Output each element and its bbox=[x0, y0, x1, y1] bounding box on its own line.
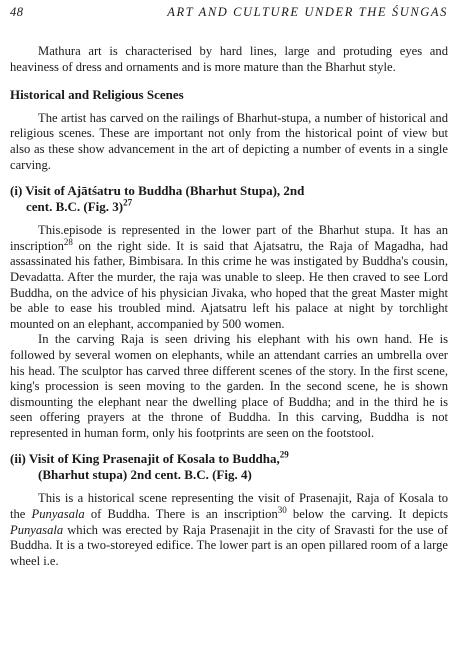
paragraph-carving: In the carving Raja is seen driving his elephant with his own hand. He is followed by several women on elephants, while an attendant carries an umbrella over his head. The sculptor has carved three different scenes of the story. In the first scene, king's procession is seen moving to the garden. In the second scene, he is shown dismounting the elephant near the dwelling place of Buddha; and in the third he is seen offering prayers at the throne of Buddha. In this carving, Buddha is not represented in human form, only his footprints are seen on the footstool. bbox=[10, 332, 448, 440]
subheading-prasenajit bbox=[10, 451, 448, 483]
paragraph-episode bbox=[10, 223, 448, 332]
subheading-ajatsatru-line2: cent. B.C. (Fig. 3) bbox=[26, 199, 124, 215]
punyasala-term-2: Punyasala bbox=[10, 522, 64, 537]
subheading-ajatsatru-line1: (i) Visit of Ajātśatru to Buddha (Bharhut Stupa), 2nd bbox=[10, 183, 305, 199]
running-title: ART AND CULTURE UNDER THE ŚUNGAS bbox=[167, 5, 448, 19]
section-heading: Historical and Religious Scenes bbox=[10, 87, 184, 103]
paragraph-historical-d: which was erected by Raja Prasenajit in the city of Sravasti for the use of Buddha. It is a two-storeyed edifice. The lower part is an open pillared room of a large wheel i.e. bbox=[10, 522, 448, 568]
paragraph-historical-c: below the carving. It depicts bbox=[286, 507, 448, 522]
paragraph-episode-a: This.episode is represented in the lower part of the Bharhut stupa. It has an inscription bbox=[10, 223, 448, 253]
page-body bbox=[10, 44, 448, 569]
page-number: 48 bbox=[10, 5, 24, 19]
footnote-ref-28: 28 bbox=[63, 236, 73, 247]
subheading-ajatsatru bbox=[10, 183, 448, 215]
footnote-ref-29: 29 bbox=[279, 450, 289, 461]
subheading-prasenajit-line1: (ii) Visit of King Prasenajit of Kosala to Buddha, bbox=[10, 451, 280, 467]
paragraph-historical-b: of Buddha. There is an inscription bbox=[84, 507, 278, 522]
footnote-ref-30: 30 bbox=[277, 504, 287, 515]
subheading-prasenajit-line2: (Bharhut stupa) 2nd cent. B.C. (Fig. 4) bbox=[38, 467, 252, 483]
paragraph-mathura: Mathura art is characterised by hard lines, large and protuding eyes and heaviness of dress and ornaments and is more mature than the Bharhut style. bbox=[10, 44, 448, 74]
paragraph-episode-b: on the right side. It is said that Ajatsatru, the Raja of Magadha, had assassinated his father, Bimbisara. In this crime he was instigated by Buddha's cousin, Devadatta. After the murder, the raja was unable to sleep. He then craved to see Lord Buddha, on the advice of his physician Jivaka, who hoped that the great Master might be able to ease his troubled mind. Ajatsatru left his palace at night by torchlight mounted on an elephant, accompanied by 500 women. bbox=[10, 238, 448, 331]
paragraph-historical-a: This is a historical scene representing the visit of Prasenajit, Raja of Kosala to the bbox=[10, 491, 448, 522]
page-header bbox=[10, 5, 448, 20]
punyasala-term: Punyasala bbox=[31, 507, 85, 522]
paragraph-historical bbox=[10, 491, 448, 569]
footnote-ref-27: 27 bbox=[123, 197, 133, 208]
paragraph-scenes-intro: The artist has carved on the railings of Bharhut-stupa, a number of historical and religious scenes. These are important not only from the historical point of view but also as these show advancement in the art of depicting a number of events in a single carving. bbox=[10, 110, 448, 172]
